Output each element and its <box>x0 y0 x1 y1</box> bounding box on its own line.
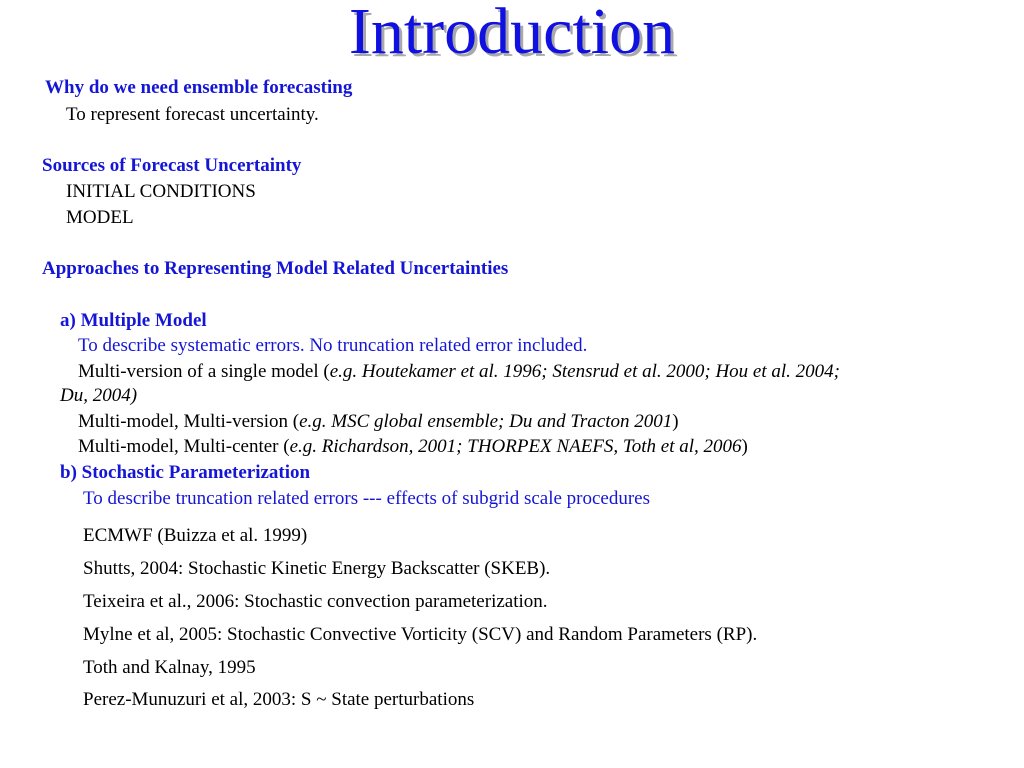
reference-item: Toth and Kalnay, 1995 <box>83 657 256 678</box>
multi-version-single-model-cont <box>60 385 137 407</box>
slide-title: Introduction <box>348 0 676 68</box>
source-model: MODEL <box>66 207 134 228</box>
multiple-model-description: To describe systematic errors. No truncation related error included. <box>78 335 588 356</box>
reference-item: Teixeira et al., 2006: Stochastic convection parameterization. <box>83 591 548 612</box>
line-prefix: Multi-version of a single model ( <box>78 361 330 382</box>
reference-item: Perez-Munuzuri et al, 2003: S ~ State perturbations <box>83 689 475 710</box>
multi-version-single-model-line <box>78 361 840 383</box>
line-suffix: ) <box>672 411 679 432</box>
multiple-model-heading: a) Multiple Model <box>60 310 207 331</box>
why-heading: Why do we need ensemble forecasting <box>45 77 353 98</box>
stochastic-heading: b) Stochastic Parameterization <box>60 462 311 483</box>
line-prefix: Multi-model, Multi-version ( <box>78 411 300 432</box>
multi-model-multi-center-line <box>78 436 748 458</box>
line-prefix: Multi-model, Multi-center ( <box>78 436 290 457</box>
why-answer: To represent forecast uncertainty. <box>66 104 319 125</box>
approaches-heading: Approaches to Representing Model Related Uncertainties <box>42 258 509 279</box>
source-initial-conditions: INITIAL CONDITIONS <box>66 181 256 202</box>
citation: e.g. Richardson, 2001; THORPEX NAEFS, Toth et al, 2006 <box>289 436 742 457</box>
multi-model-multi-version-line <box>78 411 679 433</box>
sources-heading: Sources of Forecast Uncertainty <box>42 155 302 176</box>
citation: e.g. Houtekamer et al. 1996; Stensrud et al. 2000; Hou et al. 2004; <box>329 361 840 382</box>
reference-item: Mylne et al, 2005: Stochastic Convective Vorticity (SCV) and Random Parameters (RP). <box>83 624 758 645</box>
line-suffix: ) <box>741 436 748 457</box>
reference-item: Shutts, 2004: Stochastic Kinetic Energy Backscatter (SKEB). <box>83 558 551 579</box>
stochastic-description: To describe truncation related errors --- effects of subgrid scale procedures <box>83 488 651 509</box>
citation: e.g. MSC global ensemble; Du and Tracton 2001 <box>299 411 673 432</box>
reference-item: ECMWF (Buizza et al. 1999) <box>83 525 308 546</box>
citation-cont: Du, 2004) <box>60 385 138 406</box>
